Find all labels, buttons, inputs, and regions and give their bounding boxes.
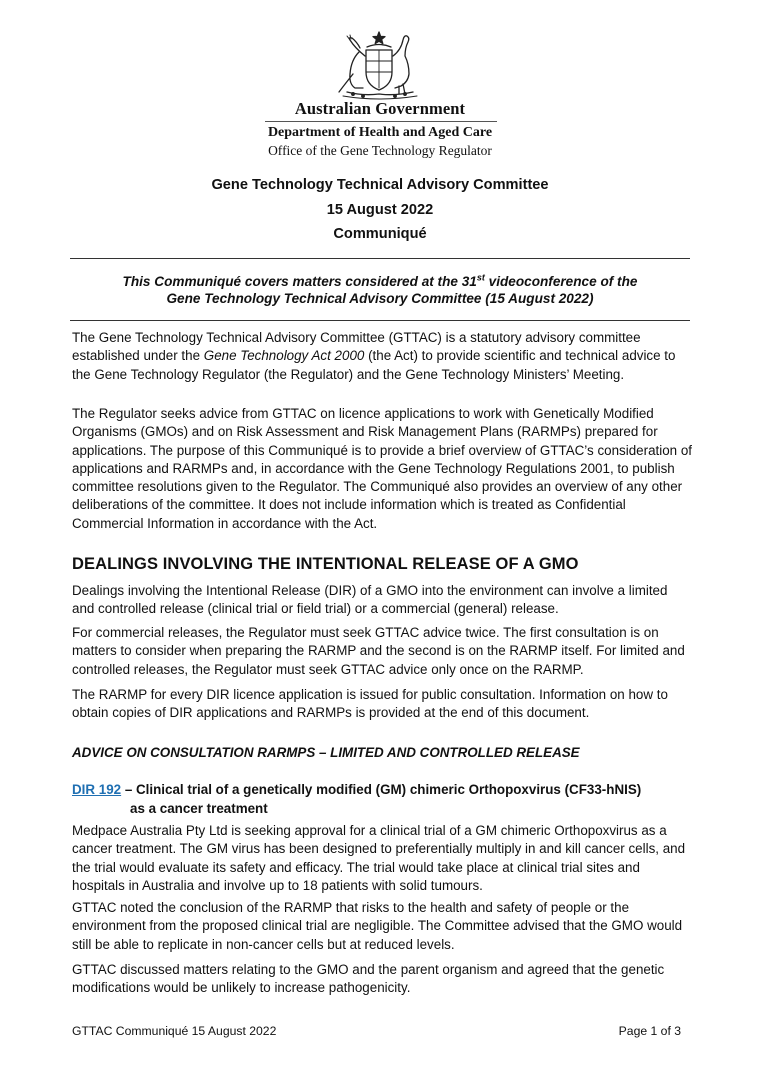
paragraph-rarmp-conclusion: GTTAC noted the conclusion of the RARMP that risks to the health and safety of people or the environment from the proposed clinical trial are negligible. The Committee advised that the GMO would still be able to replicate in non-cancer cells but at reduced levels.	[72, 900, 683, 952]
dir-192-link[interactable]: DIR 192	[72, 782, 122, 797]
footer-page-number: Page 1 of 3	[618, 1024, 681, 1038]
section-heading-consultation-rarmps: ADVICE ON CONSULTATION RARMPS – LIMITED AND CONTROLLED RELEASE	[72, 745, 580, 760]
government-name: Australian Government	[294, 99, 466, 118]
paragraph-pathogenicity: GTTAC discussed matters relating to the GMO and the parent organism and agreed that the genetic modifications would be unlikely to increase pathogenicity.	[72, 962, 665, 996]
para1-text-a: The Gene Technology Technical Advisory Committee (GTTAC) is a statutory advisory committee established under the	[72, 330, 641, 364]
header-divider	[265, 121, 497, 122]
department-name: Department of Health and Aged Care	[267, 125, 493, 140]
act-title: Gene Technology Act 2000	[203, 348, 365, 364]
para1-text-b: (the Act) to provide scientific and technical advice to the Gene Technology Regulator (the Regulator) and the Gene Technology Ministers’ Meeting.	[72, 348, 676, 382]
paragraph-regulator-advice: The Regulator seeks advice from GTTAC on licence applications to work with Genetically Modified Organisms (GMOs) and on Risk Assessment and Risk Management Plans (RARMPs) prepared for applications. The purpose of this Communiqué is to provide a brief overview of GTTAC’s consideration of applications and RARMPs and, in accordance with the Gene Technology Regulations 2001, to publish committee resolutions given to the Regulator. The Communiqué also provides an overview of any other deliberations of the committee. It does not include information which is treated as Confidential Commercial Information in accordance with the Act.	[72, 406, 692, 531]
dir-192-title-1: – Clinical trial of a genetically modified (GM) chimeric Orthopoxvirus (CF33-hNIS)	[121, 782, 642, 797]
intro-statement	[70, 273, 690, 307]
paragraph-medpace-trial: Medpace Australia Pty Ltd is seeking approval for a clinical trial of a GM chimeric Orthopoxvirus as a cancer treatment. The GM virus has been designed to preferentially multiply in and kill cancer cells, and the trial would evaluate its safety and efficacy. The trial would take place at clinical trial sites and hospitals in Australia and involve up to 18 patients with solid tumours.	[72, 823, 686, 893]
document-title: Gene Technology Technical Advisory Committee	[211, 177, 549, 193]
dir-192-title-2: as a cancer treatment	[130, 801, 268, 816]
paragraph-dir-definition: Dealings involving the Intentional Release (DIR) of a GMO into the environment can involve a limited and controlled release (clinical trial or field trial) or a commercial (general) release.	[72, 583, 668, 617]
paragraph-gttac-overview	[72, 329, 692, 384]
footer-document-name: GTTAC Communiqué 15 August 2022	[72, 1024, 277, 1038]
intro-top-rule	[70, 258, 690, 259]
intro-text-line2: Gene Technology Technical Advisory Committee (15 August 2022)	[166, 291, 594, 306]
document-date: 15 August 2022	[326, 202, 434, 218]
intro-bottom-rule	[70, 320, 690, 321]
document-type: Communiqué	[333, 226, 427, 242]
section-heading-dir: DEALINGS INVOLVING THE INTENTIONAL RELEASE OF A GMO	[72, 555, 579, 573]
paragraph-public-consultation: The RARMP for every DIR licence application is issued for public consultation. Information on how to obtain copies of DIR applications and RARMPs is provided at the end of this document.	[72, 687, 668, 721]
australian-coat-of-arms-icon	[333, 30, 425, 102]
office-name: Office of the Gene Technology Regulator	[268, 143, 492, 158]
paragraph-commercial-release: For commercial releases, the Regulator must seek GTTAC advice twice. The first consultation is on matters to consider when preparing the RARMP and the second is on the RARMP itself. For limited and controlled releases, the Regulator must seek GTTAC advice only once on the RARMP.	[72, 625, 685, 677]
intro-sup: st	[476, 272, 485, 283]
intro-text-b: videoconference of the	[484, 274, 638, 289]
dir-192-heading	[72, 780, 692, 818]
intro-text-a: This Communiqué covers matters considered at the 31	[122, 274, 477, 289]
